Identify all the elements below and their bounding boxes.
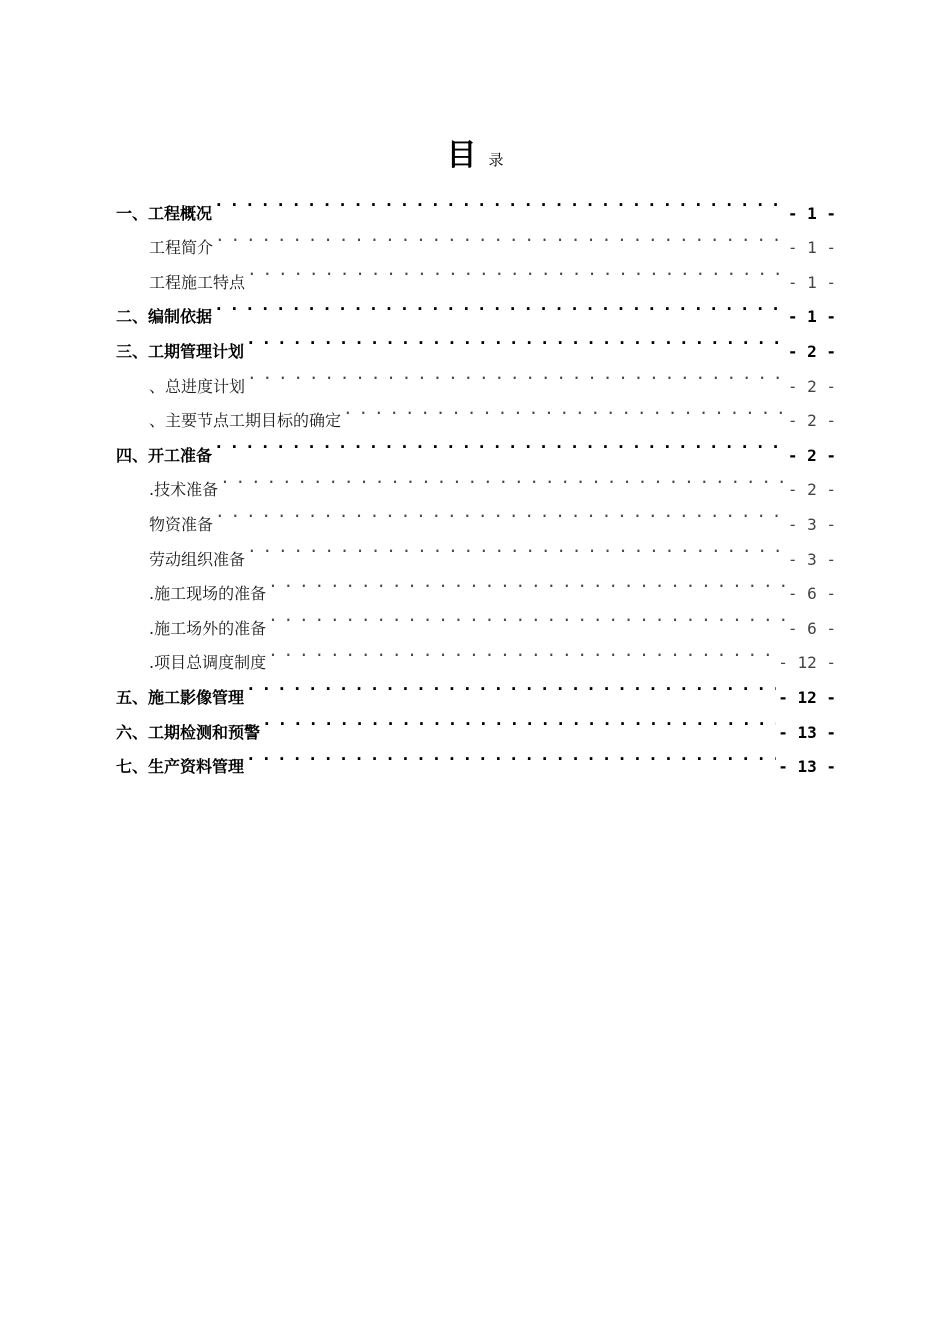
toc-entry-title: .技术准备 <box>149 480 219 500</box>
toc-page-number: - 3 - <box>787 514 836 534</box>
table-of-contents <box>116 184 836 777</box>
toc-page-number: - 2 - <box>787 445 836 465</box>
toc-page-number: - 1 - <box>787 272 836 292</box>
page-title <box>0 130 950 174</box>
toc-entry-chapter[interactable] <box>116 288 836 327</box>
toc-dot-leader <box>246 668 776 703</box>
toc-dot-leader <box>246 738 776 773</box>
title-main: 目 <box>446 138 477 173</box>
toc-page-number: - 2 - <box>787 411 836 431</box>
toc-entry-section[interactable] <box>116 253 836 292</box>
toc-page-number: - 2 - <box>787 376 836 396</box>
toc-entry-title: 工程简介 <box>149 238 214 258</box>
toc-entry-title: 劳动组织准备 <box>149 549 246 569</box>
toc-entry-section[interactable] <box>116 461 836 500</box>
toc-entry-section[interactable] <box>116 495 836 534</box>
toc-dot-leader <box>220 461 786 496</box>
toc-entry-title: 四、开工准备 <box>116 445 213 465</box>
toc-entry-title: 工程施工特点 <box>149 272 246 292</box>
toc-dot-leader <box>262 703 776 738</box>
toc-dot-leader <box>214 288 786 323</box>
title-secondary: 录 <box>488 151 504 169</box>
toc-page-number: - 1 - <box>787 203 836 223</box>
toc-dot-leader <box>268 565 786 600</box>
toc-entry-title: .施工现场的准备 <box>149 584 267 604</box>
toc-dot-leader <box>215 495 786 530</box>
toc-page-number: - 2 - <box>787 480 836 500</box>
toc-entry-chapter[interactable] <box>116 426 836 465</box>
toc-entry-title: 一、工程概况 <box>116 203 213 223</box>
toc-page-number: - 12 - <box>778 653 836 673</box>
toc-entry-title: 五、施工影像管理 <box>116 687 245 707</box>
toc-dot-leader <box>247 357 786 392</box>
toc-dot-leader <box>215 219 786 254</box>
toc-dot-leader <box>247 530 786 565</box>
toc-dot-leader <box>246 322 786 357</box>
toc-entry-title: 七、生产资料管理 <box>116 757 245 777</box>
toc-dot-leader <box>268 634 776 669</box>
toc-dot-leader <box>343 392 786 427</box>
toc-entry-title: .项目总调度制度 <box>149 653 267 673</box>
toc-entry-section[interactable] <box>116 219 836 258</box>
toc-dot-leader <box>247 253 786 288</box>
toc-page-number: - 2 - <box>787 341 836 361</box>
toc-page-number: - 6 - <box>787 584 836 604</box>
toc-entry-title: 三、工期管理计划 <box>116 341 245 361</box>
toc-page-number: - 1 - <box>787 307 836 327</box>
toc-page-number: - 1 - <box>787 238 836 258</box>
toc-page-number: - 3 - <box>787 549 836 569</box>
toc-dot-leader <box>214 426 786 461</box>
toc-entry-title: 、主要节点工期目标的确定 <box>149 411 342 431</box>
toc-entry-title: 二、编制依据 <box>116 307 213 327</box>
toc-page-number: - 12 - <box>778 687 836 707</box>
toc-entry-chapter[interactable] <box>116 322 836 361</box>
toc-dot-leader <box>268 599 786 634</box>
toc-page-number: - 13 - <box>778 757 836 777</box>
toc-entry-title: 、总进度计划 <box>149 376 246 396</box>
toc-entry-section[interactable] <box>116 530 836 569</box>
toc-entry-title: 六、工期检测和预警 <box>116 722 261 742</box>
toc-entry-chapter[interactable] <box>116 184 836 223</box>
toc-entry-title: .施工场外的准备 <box>149 618 267 638</box>
toc-entry-title: 物资准备 <box>149 514 214 534</box>
toc-page-number: - 13 - <box>778 722 836 742</box>
toc-page-number: - 6 - <box>787 618 836 638</box>
toc-dot-leader <box>214 184 786 219</box>
